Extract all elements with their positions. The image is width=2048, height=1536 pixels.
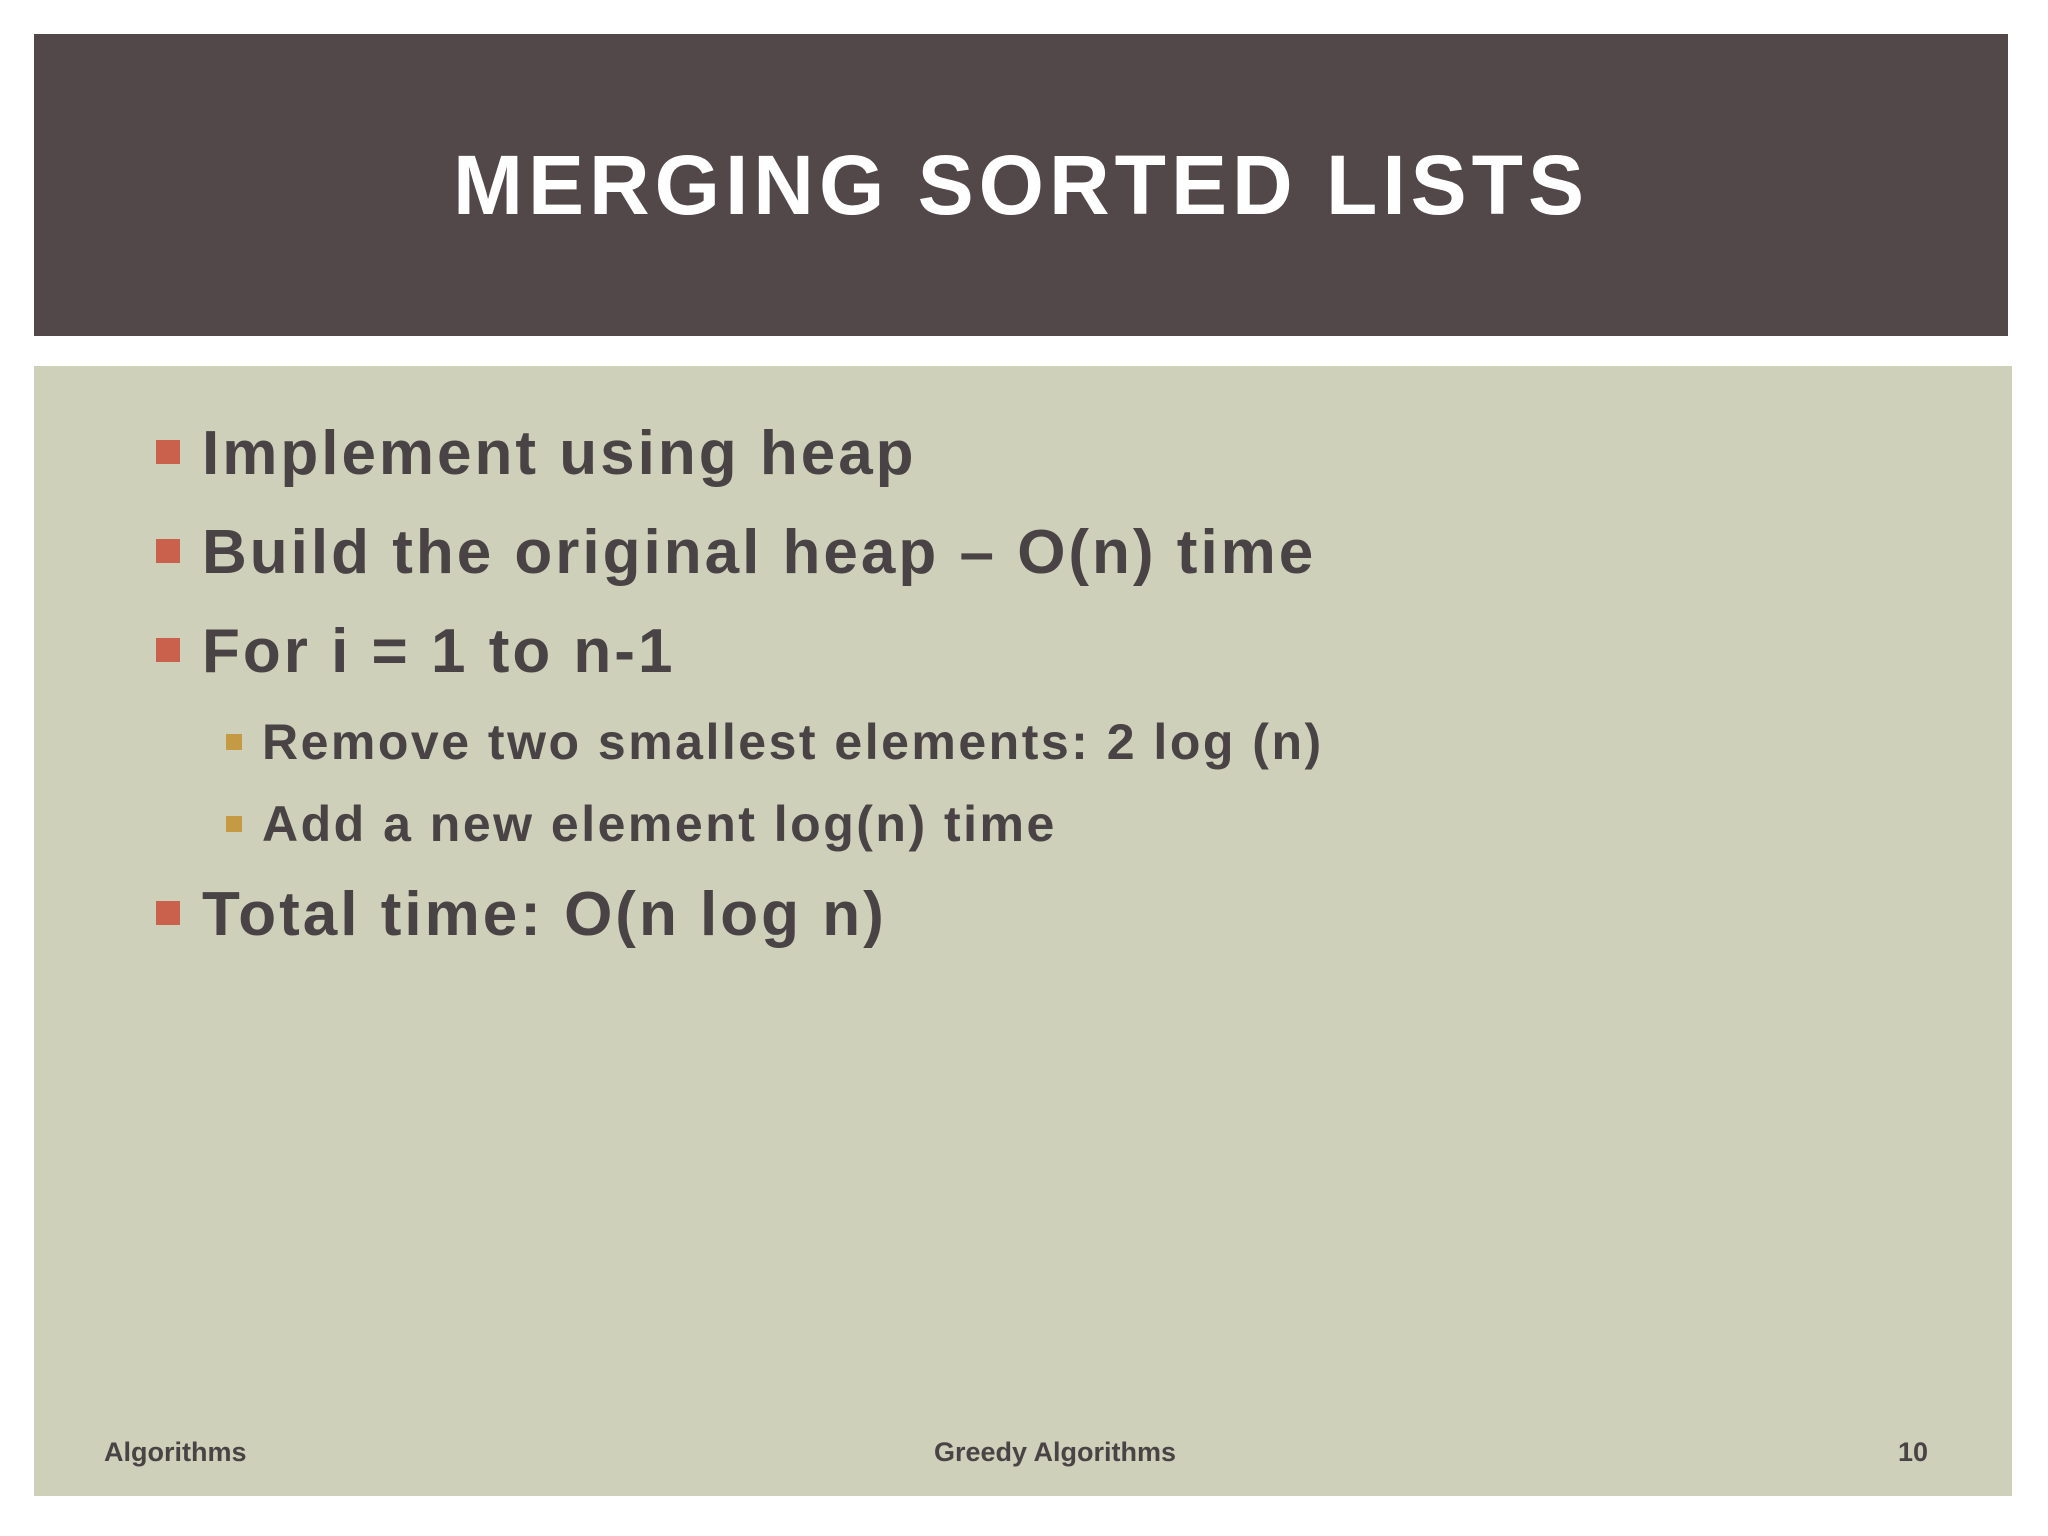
footer-center-text: Greedy Algorithms: [934, 1437, 1177, 1467]
bullet-item: [122, 865, 1324, 964]
title-bar: [34, 34, 2008, 336]
bullet-text: Build the original heap – O(n) time: [202, 518, 1317, 587]
sub-bullet-text: Add a new element log(n) time: [262, 796, 1057, 852]
content-area: [34, 366, 2012, 1496]
square-bullet-icon: [156, 440, 180, 464]
bullet-item: [122, 404, 1324, 503]
sub-bullet-item: [122, 701, 1324, 783]
bullet-text: For i = 1 to n-1: [202, 617, 676, 686]
bullet-item: [122, 602, 1324, 701]
square-bullet-icon: [156, 539, 180, 563]
small-square-bullet-icon: [226, 734, 242, 750]
page-number: 10: [1897, 1437, 1928, 1467]
bullet-item: [122, 503, 1324, 602]
bullet-list: [122, 404, 1324, 964]
slide-title: MERGING SORTED LISTS: [452, 137, 1590, 232]
bullet-text: Implement using heap: [202, 419, 917, 488]
footer-left-text: Algorithms: [104, 1437, 247, 1467]
small-square-bullet-icon: [226, 816, 242, 832]
square-bullet-icon: [156, 638, 180, 662]
bullet-text: Total time: O(n log n): [202, 880, 887, 949]
sub-bullet-item: [122, 783, 1324, 865]
sub-bullet-text: Remove two smallest elements: 2 log (n): [262, 714, 1324, 770]
square-bullet-icon: [156, 901, 180, 925]
